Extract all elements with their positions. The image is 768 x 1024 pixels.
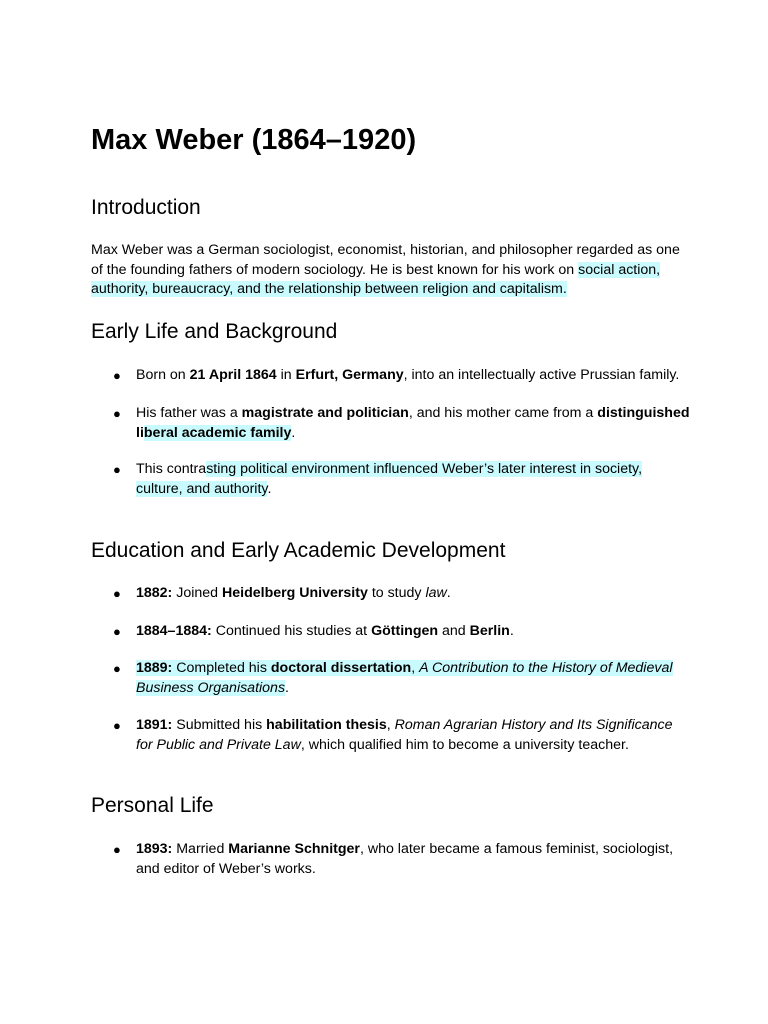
bullet-icon: ● [113, 624, 121, 639]
year-label: 1891: [136, 717, 173, 733]
year-label: 1884–1884: [136, 623, 212, 639]
text-run: , into an intellectually active Prussian family. [403, 367, 680, 383]
highlight-run: sting political environment influenced Weber’s later interest in society, culture, and authority [136, 461, 643, 497]
text-run: , and his mother came from a [408, 405, 598, 421]
heading-early-life: Early Life and Background [91, 320, 338, 343]
bold-run: habilitation thesis [266, 717, 387, 733]
text-run: . [267, 480, 272, 497]
bold-run: Göttingen [371, 623, 439, 639]
bullet-icon: ● [113, 368, 121, 383]
text-run: His father was a [136, 405, 242, 421]
bullet-icon: ● [113, 842, 121, 857]
text-run: Married [172, 841, 229, 857]
text-run: Joined [172, 585, 222, 601]
bold-run: Heidelberg University [222, 585, 368, 601]
heading-introduction: Introduction [91, 196, 201, 219]
bullet-icon: ● [113, 586, 121, 601]
text-run: . [509, 623, 514, 639]
list-item-text [136, 622, 691, 642]
bullet-icon: ● [113, 406, 121, 421]
year-label: 1889: [136, 660, 173, 676]
text-run: . [285, 679, 289, 696]
text-run: , which qualified him to become a university teacher. [300, 736, 629, 753]
bold-run: Berlin [469, 623, 510, 639]
bold-run: magistrate and politician [241, 405, 409, 421]
italic-highlight-run: A Contribution to the History of Medieval Business Organisations [136, 660, 673, 696]
text-run: Continued his studies at [211, 623, 372, 639]
text-run: Born on [136, 367, 190, 383]
highlight-run: Completed his [172, 660, 271, 676]
bullet-icon: ● [113, 718, 121, 733]
list-item-text [136, 716, 691, 755]
text-run: , who later became a famous feminist, sociologist, and editor of Weber’s works. [136, 841, 674, 877]
year-label: 1882: [136, 585, 173, 601]
list-item-text [136, 584, 691, 604]
text-run: This contra [136, 461, 207, 477]
text-run: in [276, 367, 296, 383]
text-run: . [291, 424, 296, 441]
italic-run: Roman Agrarian History and Its Significance for Public and Private Law [136, 717, 673, 753]
text-run: . [446, 585, 451, 601]
highlight-run: , [411, 660, 420, 676]
document-title: Max Weber (1864–1920) [91, 124, 417, 156]
year-label: 1893: [136, 841, 173, 857]
bold-highlight-run: beral academic family [143, 424, 292, 441]
bold-run: distinguished li [136, 405, 690, 441]
text-run: and [438, 623, 470, 639]
heading-personal-life: Personal Life [91, 794, 214, 817]
list-item-text [136, 460, 691, 499]
list-item-text [136, 404, 691, 443]
heading-education: Education and Early Academic Development [91, 539, 506, 562]
intro-text: Max Weber was a German sociologist, economist, historian, and philosopher regarded as one of the founding fathers of modern sociology. He is best known for his work on [91, 242, 680, 278]
italic-run: law [425, 585, 447, 601]
text-run: , [386, 717, 395, 733]
bold-highlight-run: doctoral dissertation [270, 660, 412, 676]
bullet-icon: ● [113, 462, 121, 477]
list-item-text [136, 840, 691, 879]
list-item-text [136, 659, 691, 698]
bold-run: Marianne Schnitger [228, 841, 360, 857]
bullet-icon: ● [113, 661, 121, 676]
text-run: Submitted his [172, 717, 267, 733]
bold-run: Erfurt, Germany [295, 367, 404, 383]
list-item-text [136, 366, 691, 386]
intro-highlight: social action, authority, bureaucracy, and the relationship between religion and capitalism. [91, 261, 661, 297]
intro-paragraph [91, 241, 681, 300]
bold-run: 21 April 1864 [189, 367, 277, 383]
text-run: to study [367, 585, 426, 601]
